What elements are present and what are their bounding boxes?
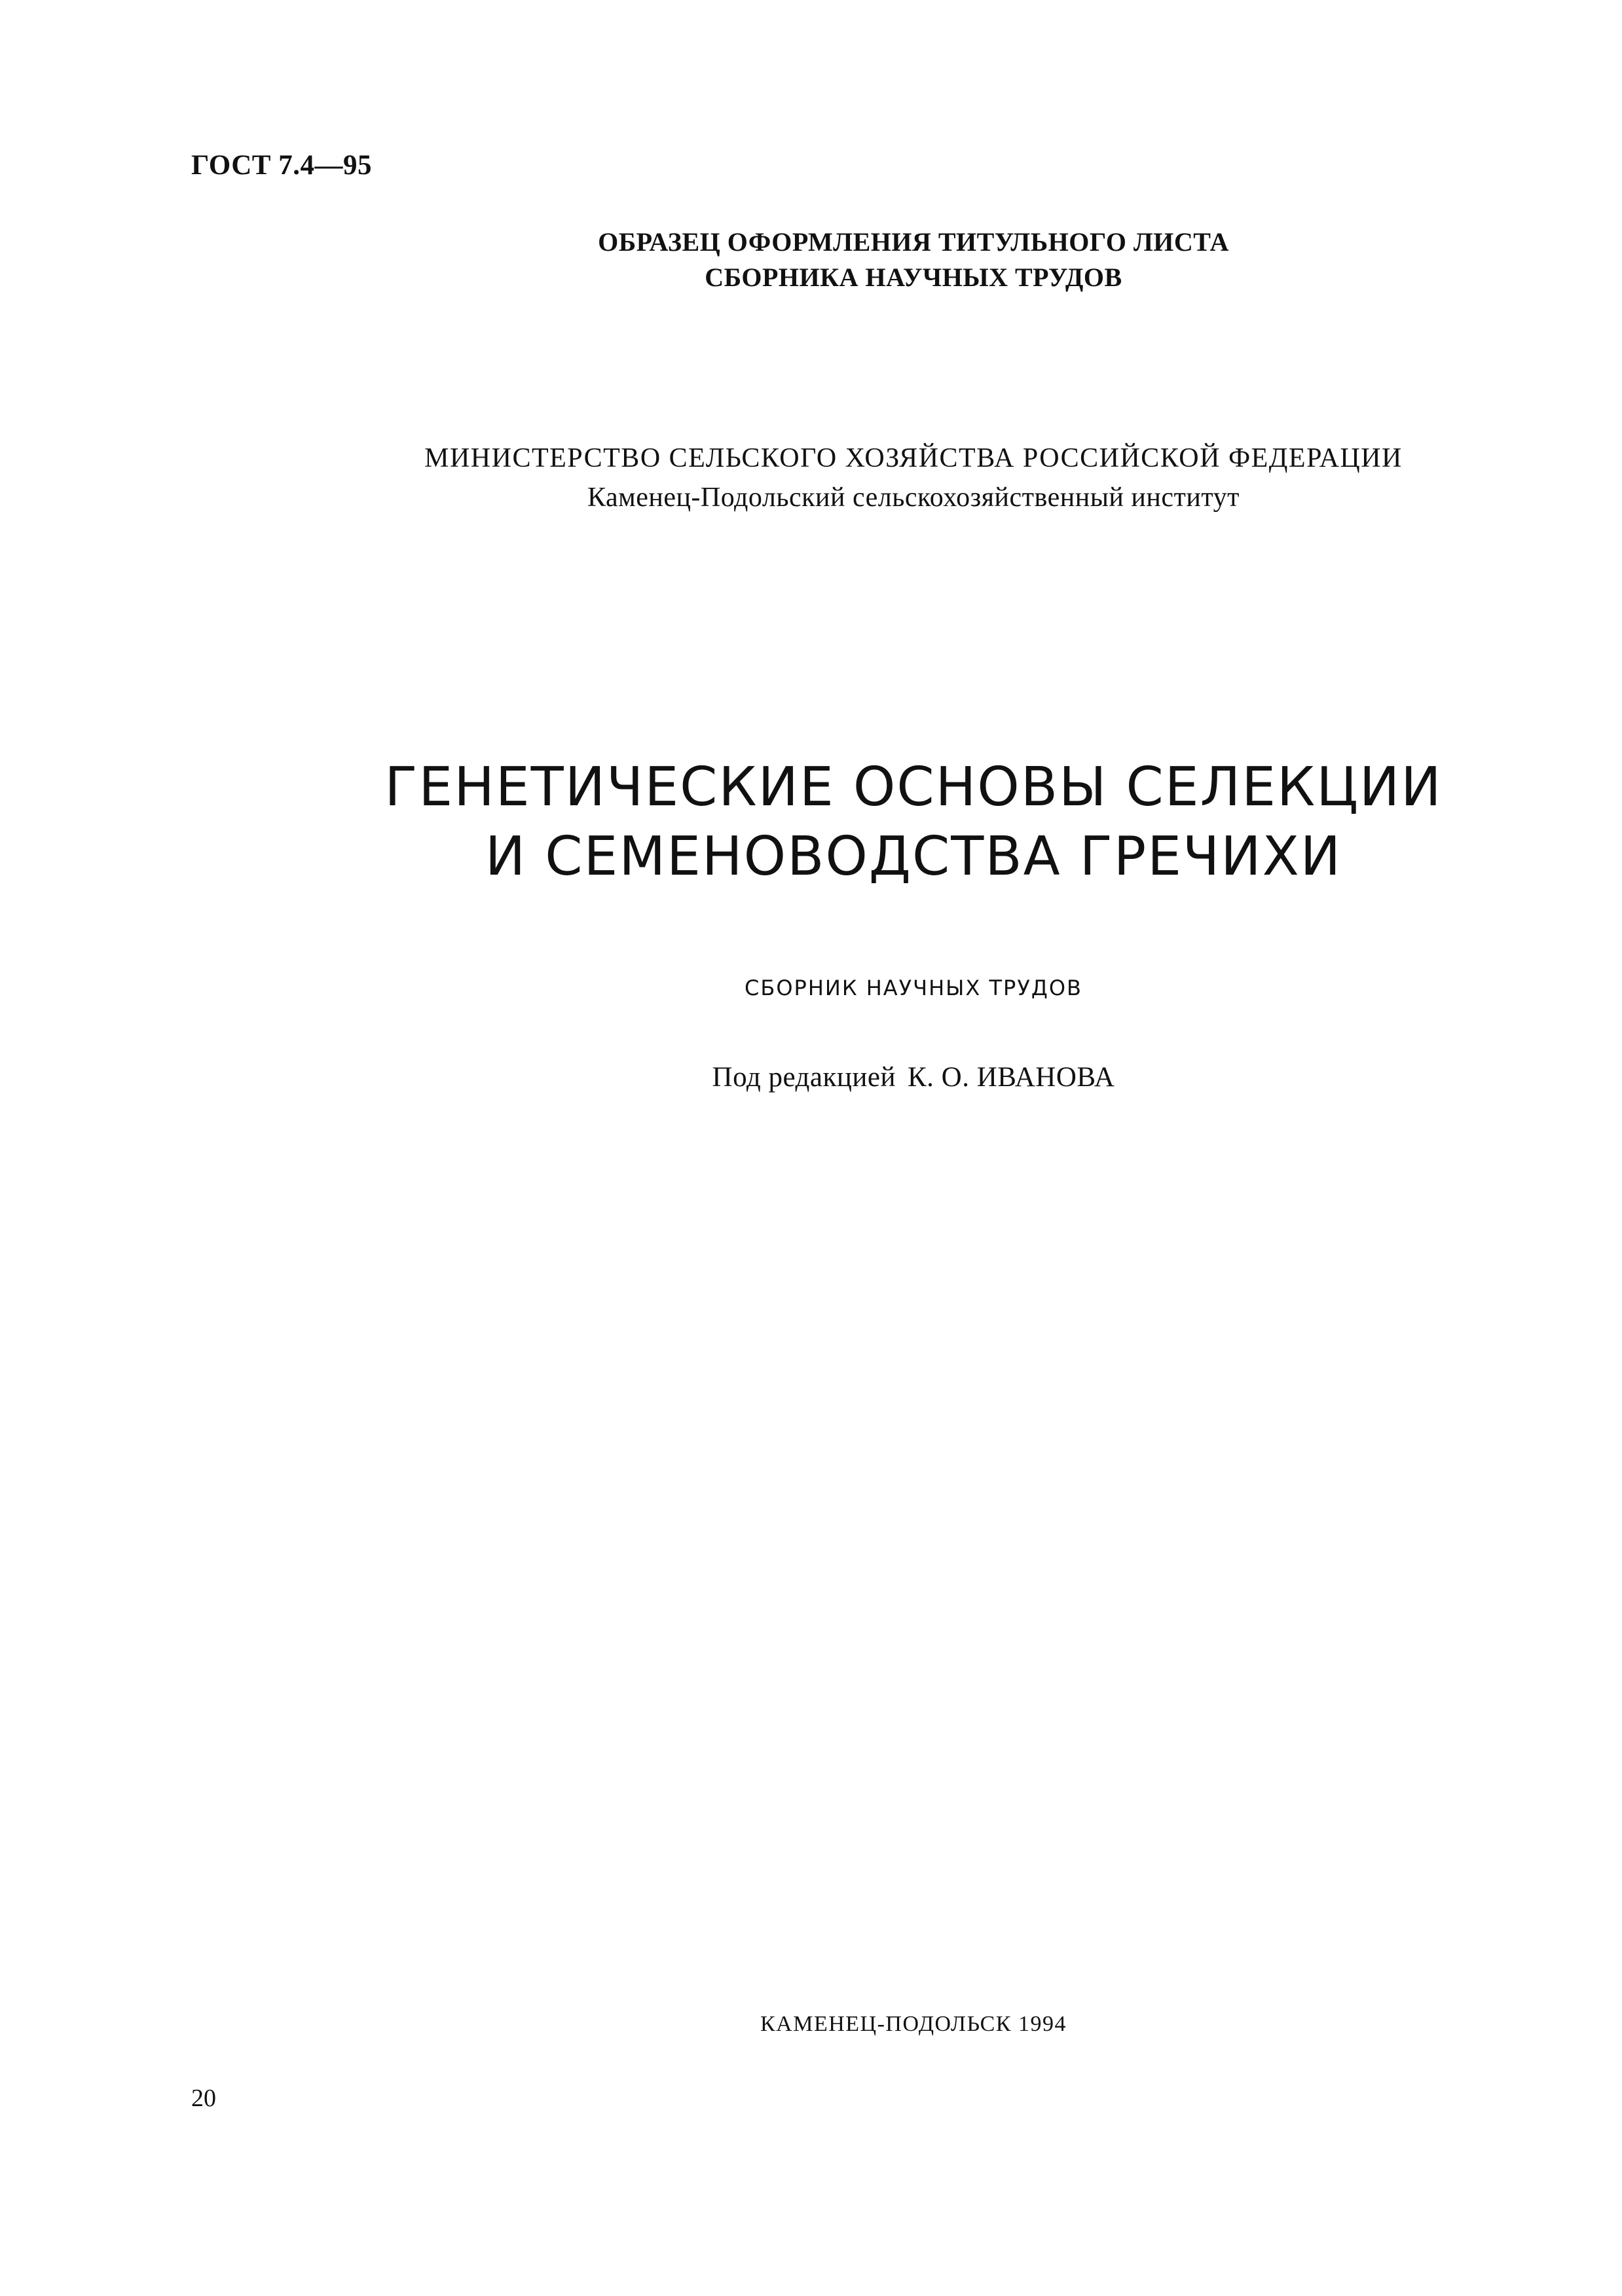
editor-prefix: Под редакцией [712,1062,896,1093]
page-number: 20 [191,2085,216,2112]
imprint: КАМЕНЕЦ-ПОДОЛЬСК 1994 [760,2012,1067,2036]
sample-heading-line-2: СБОРНИКА НАУЧНЫХ ТРУДОВ [705,263,1122,292]
institute-name: Каменец-Подольский сельскохозяйственный институт [587,483,1240,513]
editor-line [190,1061,1622,1093]
standard-code: ГОСТ 7.4—95 [191,150,372,181]
ministry-name: МИНИСТЕРСТВО СЕЛЬСКОГО ХОЗЯЙСТВА РОССИЙСКОЙ ФЕДЕРАЦИИ [424,443,1403,473]
sample-heading [190,225,1622,295]
main-title-line-1: ГЕНЕТИЧЕСКИЕ ОСНОВЫ СЕЛЕКЦИИ [384,756,1443,818]
main-title-line-2: И СЕМЕНОВОДСТВА ГРЕЧИХИ [485,826,1342,888]
organization-block [190,439,1622,517]
sample-heading-line-1: ОБРАЗЕЦ ОФОРМЛЕНИЯ ТИТУЛЬНОГО ЛИСТА [598,227,1229,257]
main-title [190,753,1622,892]
editor-name: К. О. ИВАНОВА [907,1062,1115,1093]
collection-type: СБОРНИК НАУЧНЫХ ТРУДОВ [745,975,1082,1000]
